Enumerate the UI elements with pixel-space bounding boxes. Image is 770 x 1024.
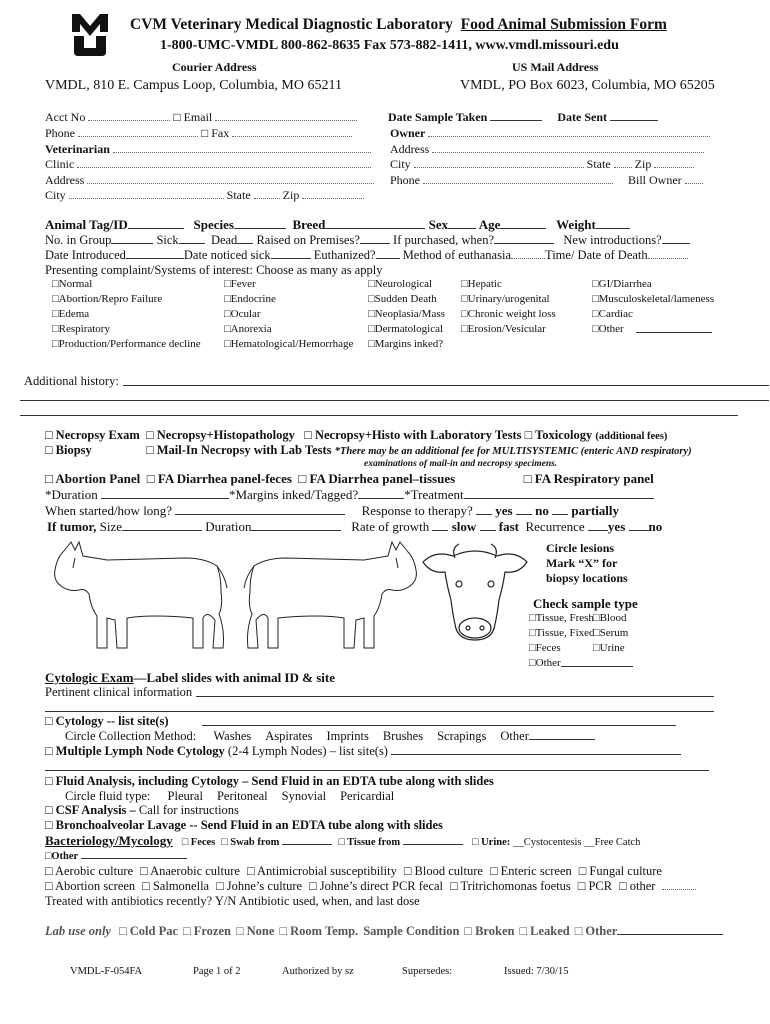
courier-label: Courier Address	[172, 60, 257, 74]
lab-use-option[interactable]: □ Cold Pac	[119, 924, 179, 938]
when-started-field[interactable]	[175, 505, 345, 515]
slow-option[interactable]: slow	[451, 519, 477, 534]
fluid-type-option[interactable]: Peritoneal	[216, 789, 268, 803]
response-no-option[interactable]: no	[535, 503, 549, 518]
csf-option[interactable]: □ CSF Analysis –	[45, 803, 136, 817]
toxicology-option[interactable]: □ Toxicology	[524, 428, 593, 442]
circle-lesions-text: Circle lesions	[546, 541, 615, 555]
necropsy-histo-option[interactable]: □ Necropsy+Histopathology	[146, 428, 295, 442]
collection-method-option[interactable]: Washes	[213, 729, 252, 743]
supersedes: Supersedes:	[402, 966, 453, 977]
system-option[interactable]: □Dermatological	[368, 323, 444, 335]
slow-field[interactable]	[432, 521, 448, 531]
client-city-row	[45, 188, 364, 203]
owner-state-field[interactable]	[614, 158, 632, 168]
sample-other-field[interactable]	[561, 657, 633, 667]
swab-option[interactable]: □ Swab from	[221, 837, 280, 848]
mailin-fee-note-2: examinations of mail-in and necropsy specimens.	[364, 459, 558, 469]
system-option[interactable]: □Hematological/Hemorrhage	[224, 338, 354, 350]
collection-other-field[interactable]	[529, 730, 595, 740]
response-label: Response to therapy?	[361, 503, 473, 518]
bact-other-test-field[interactable]	[662, 880, 696, 890]
necropsy-lab-option[interactable]: □ Necropsy+Histo with Laboratory Tests	[304, 428, 522, 442]
bal-option[interactable]: □ Bronchoalveolar Lavage -- Send Fluid in an EDTA tube along with slides	[45, 818, 443, 832]
pertinent-line-1[interactable]	[196, 696, 714, 697]
new-intro-field[interactable]	[662, 234, 690, 244]
method-label: Method of euthanasia	[402, 248, 511, 262]
no-in-group-label: No. in Group	[45, 233, 112, 247]
sample-type-option[interactable]: □Other	[529, 657, 561, 669]
collection-method-option[interactable]: Aspirates	[265, 729, 313, 743]
tests-row-2	[45, 443, 692, 458]
lab-use-option[interactable]: □ Frozen	[183, 924, 231, 938]
sample-type-option[interactable]: □Tissue, Fresh	[529, 612, 594, 624]
cytology-heading	[45, 670, 335, 686]
system-option[interactable]: □Respiratory	[52, 323, 110, 335]
started-row	[45, 503, 619, 519]
collection-method-label: Circle Collection Method:	[65, 729, 197, 743]
header-title-line	[130, 16, 667, 34]
euthanized-label: Euthanized?	[313, 248, 376, 262]
page-number: Page 1 of 2	[193, 966, 241, 977]
response-no-field[interactable]	[516, 505, 532, 515]
bact-test-option[interactable]: □ other	[619, 879, 656, 893]
csf-instructions: Call for instructions	[138, 803, 239, 817]
bact-other-row	[45, 849, 187, 862]
client-address-label: Address	[45, 173, 85, 187]
history-line-3[interactable]	[20, 415, 738, 416]
collection-method-row	[65, 729, 595, 744]
growth-label: Rate of growth	[351, 519, 430, 534]
dead-field[interactable]	[237, 234, 253, 244]
group-row	[45, 233, 690, 248]
raised-label: Raised on Premises?	[256, 233, 360, 247]
owner-state-label: State	[586, 157, 611, 171]
system-option[interactable]: □Ocular	[224, 308, 261, 320]
lab-use-label: Lab use only	[45, 924, 111, 938]
owner-address-label: Address	[390, 142, 430, 156]
raised-field[interactable]	[360, 234, 390, 244]
cytology-sites-label[interactable]: □ Cytology -- list site(s)	[45, 714, 169, 728]
client-address-field[interactable]	[87, 174, 374, 184]
time-death-field[interactable]	[648, 249, 688, 259]
system-option[interactable]: □Erosion/Vesicular	[461, 323, 546, 335]
presenting-label: Presenting complaint/Systems of interest: Choose as many as apply	[45, 263, 383, 277]
collection-method-option[interactable]: Scrapings	[437, 729, 487, 743]
species-field[interactable]	[234, 219, 286, 229]
method-field[interactable]	[511, 249, 545, 259]
system-option[interactable]: □Neoplasia/Mass	[368, 308, 445, 320]
tissue-field[interactable]	[403, 835, 463, 845]
system-option[interactable]: □Normal	[52, 278, 93, 290]
duration-label: *Duration	[45, 487, 98, 502]
owner-row	[390, 126, 710, 141]
system-option[interactable]: □Production/Performance decline	[52, 338, 201, 350]
owner-city-label: City	[390, 157, 411, 171]
lab-use-option[interactable]: □ Broken	[464, 924, 515, 938]
date-sample-taken-label: Date Sample Taken	[388, 110, 488, 124]
weight-label: Weight	[556, 217, 596, 232]
acct-no-label: Acct No	[45, 110, 86, 124]
lab-title: CVM Veterinary Medical Diagnostic Laboratory	[130, 16, 453, 33]
mail-address: VMDL, PO Box 6023, Columbia, MO 65205	[460, 78, 715, 93]
sex-field[interactable]	[448, 219, 476, 229]
client-city-field[interactable]	[69, 189, 224, 199]
form-title: Food Animal Submission Form	[460, 16, 667, 33]
fluid-type-label: Circle fluid type:	[65, 789, 151, 803]
lymph-node-detail: (2-4 Lymph Nodes) – list site(s)	[227, 744, 388, 758]
tumor-row	[47, 519, 662, 535]
bill-owner-label: Bill Owner	[628, 173, 682, 187]
vet-row	[45, 142, 371, 157]
history-label: Additional history:	[24, 374, 119, 388]
system-option[interactable]: □Endocrine	[224, 293, 276, 305]
system-option[interactable]: □Hepatic	[461, 278, 502, 290]
bact-other-option[interactable]: □Other	[45, 851, 78, 862]
species-label: Species	[193, 217, 234, 232]
collection-method-option[interactable]: Brushes	[382, 729, 424, 743]
issued-date: Issued: 7/30/15	[504, 966, 569, 977]
fast-field[interactable]	[480, 521, 496, 531]
response-yes-field[interactable]	[476, 505, 492, 515]
owner-zip-label: Zip	[634, 157, 652, 171]
cow-right-diagram[interactable]	[236, 536, 436, 670]
tests-row-1	[45, 428, 667, 443]
bacteriology-row	[45, 833, 640, 849]
mark-x-text: Mark “X” for	[546, 556, 618, 570]
fluid-type-row	[65, 789, 394, 804]
phone-label: Phone	[45, 126, 75, 140]
fa-feces-option[interactable]: □ FA Diarrhea panel-feces	[146, 471, 292, 486]
history-line-2[interactable]	[20, 400, 769, 401]
weight-field[interactable]	[596, 219, 630, 229]
date-introduced-label: Date Introduced	[45, 248, 126, 262]
sample-type-option[interactable]: □Feces	[529, 642, 561, 654]
date-noticed-field[interactable]	[271, 249, 311, 259]
system-option[interactable]: □Urinary/urogenital	[461, 293, 550, 305]
mailin-necropsy-option[interactable]: □ Mail-In Necropsy with Lab Tests	[146, 443, 332, 457]
email-field[interactable]	[215, 111, 357, 121]
animal-row	[45, 217, 630, 233]
date-sample-taken-field[interactable]	[490, 111, 542, 121]
client-zip-field[interactable]	[302, 189, 364, 199]
bact-test-option[interactable]: □ Johne’s direct PCR fecal	[309, 879, 444, 893]
owner-address-field[interactable]	[432, 143, 704, 153]
client-state-label: State	[226, 188, 251, 202]
sample-type-heading: Check sample type	[533, 596, 638, 611]
courier-address: VMDL, 810 E. Campus Loop, Columbia, MO 65211	[45, 78, 342, 93]
systems-grid	[52, 278, 732, 353]
owner-address-row	[390, 142, 704, 157]
antibiotics-question: Treated with antibiotics recently? Y/N Antibiotic used, when, and last dose	[45, 894, 420, 908]
bact-test-option[interactable]: □ Antimicrobial susceptibility	[246, 864, 397, 878]
lab-use-option[interactable]: Sample Condition	[363, 924, 460, 938]
fax-label: □ Fax	[201, 126, 230, 140]
client-state-field[interactable]	[254, 189, 280, 199]
lymph-node-field[interactable]	[391, 745, 681, 755]
bill-owner-field[interactable]	[685, 174, 703, 184]
fa-tissues-option[interactable]: □ FA Diarrhea panel–tissues	[298, 471, 456, 486]
system-option[interactable]: □Cardiac	[592, 308, 633, 320]
biopsy-locations-text: biopsy locations	[546, 571, 628, 585]
response-yes-option[interactable]: yes	[495, 503, 513, 518]
client-zip-label: Zip	[282, 188, 300, 202]
lab-use-option[interactable]: □ Other	[574, 924, 618, 938]
cow-head-diagram[interactable]	[415, 540, 535, 649]
tumor-duration-label: Duration	[205, 519, 252, 534]
animal-tag-label: Animal Tag/ID	[45, 217, 128, 232]
cow-left-diagram[interactable]	[35, 536, 235, 670]
age-field[interactable]	[500, 219, 546, 229]
acct-no-field[interactable]	[88, 111, 170, 121]
system-option[interactable]: □Edema	[52, 308, 90, 320]
feces-option[interactable]: □ Feces	[181, 837, 216, 848]
lymph-line-2[interactable]	[45, 770, 709, 771]
purchased-field[interactable]	[494, 234, 554, 244]
recurrence-label: Recurrence	[525, 519, 585, 534]
cytology-heading-rest: —Label slides with animal ID & site	[133, 670, 335, 685]
acct-row	[45, 110, 357, 125]
fluid-type-option[interactable]: Pleural	[167, 789, 203, 803]
system-option[interactable]: □Margins inked?	[368, 338, 444, 350]
swab-field[interactable]	[282, 835, 332, 845]
duration-field[interactable]	[101, 489, 229, 499]
size-field[interactable]	[122, 521, 202, 531]
euthanized-field[interactable]	[376, 249, 400, 259]
bact-tests-row-2	[45, 879, 696, 894]
owner-city-row	[390, 157, 694, 172]
if-tumor-label: If tumor,	[47, 519, 97, 534]
new-intro-label: New introductions?	[563, 233, 662, 247]
bact-tests-row-1	[45, 864, 669, 879]
date-sent-label: Date Sent	[557, 110, 608, 124]
margins-field[interactable]	[358, 489, 404, 499]
bact-test-option[interactable]: □ Anaerobic culture	[140, 864, 240, 878]
fa-respiratory-option[interactable]: □ FA Respiratory panel	[523, 471, 654, 486]
fax-field[interactable]	[232, 127, 352, 137]
date-sent-field[interactable]	[610, 111, 658, 121]
fluid-analysis-option[interactable]: □ Fluid Analysis, including Cytology – Send Fluid in an EDTA tube along with slides	[45, 774, 494, 788]
sex-label: Sex	[428, 217, 449, 232]
owner-phone-label: Phone	[390, 173, 420, 187]
bact-test-option[interactable]: □ Abortion screen	[45, 879, 136, 893]
margins-label: *Margins inked/Tagged?	[228, 487, 359, 502]
cytology-sites-line[interactable]	[202, 725, 676, 726]
csf-row	[45, 803, 239, 818]
system-option[interactable]: □Anorexia	[224, 323, 272, 335]
bact-test-option[interactable]: □ Salmonella	[142, 879, 210, 893]
bact-test-option[interactable]: □ PCR	[577, 879, 613, 893]
time-death-label: Time/ Date of Death	[545, 248, 648, 262]
lab-use-option[interactable]: □ Leaked	[519, 924, 570, 938]
breed-field[interactable]	[325, 219, 425, 229]
bact-test-option[interactable]: □ Enteric screen	[489, 864, 572, 878]
client-address-row	[45, 173, 374, 188]
owner-label: Owner	[390, 126, 426, 140]
when-started-label: When started/how long?	[45, 503, 173, 518]
owner-phone-row	[390, 173, 703, 188]
response-partial-option[interactable]: partially	[571, 503, 620, 518]
mail-label: US Mail Address	[512, 60, 599, 74]
tumor-duration-field[interactable]	[251, 521, 341, 531]
date-introduced-field[interactable]	[126, 249, 184, 259]
lymph-node-option[interactable]: □ Multiple Lymph Node Cytology	[45, 744, 225, 758]
sample-type-option[interactable]: □Urine	[593, 642, 625, 654]
system-option[interactable]: □Abortion/Repro Failure	[52, 293, 163, 305]
biopsy-option[interactable]: □ Biopsy	[45, 443, 92, 457]
mailin-fee-note: *There may be an additional fee for MULTISYSTEMIC (enteric AND respiratory)	[334, 446, 692, 457]
system-other-field[interactable]	[636, 323, 712, 333]
lab-use-row	[45, 924, 723, 939]
clinic-label: Clinic	[45, 157, 75, 171]
system-option[interactable]: □Musculoskeletal/lameness	[592, 293, 715, 305]
treatment-label: *Treatment	[404, 487, 464, 502]
breed-label: Breed	[292, 217, 326, 232]
pertinent-label: Pertinent clinical information	[45, 685, 193, 699]
client-city-label: City	[45, 188, 66, 202]
veterinarian-field[interactable]	[113, 143, 371, 153]
sample-type-option[interactable]: □Serum	[593, 627, 629, 639]
veterinarian-label: Veterinarian	[45, 142, 110, 156]
urine-option[interactable]: □ Urine:	[472, 837, 511, 848]
contact-line: 1-800-UMC-VMDL 800-862-8635 Fax 573-882-1411, www.vmdl.missouri.edu	[160, 38, 619, 53]
sample-type-option[interactable]: □Tissue, Fixed	[529, 627, 595, 639]
necropsy-exam-option[interactable]: □ Necropsy Exam	[45, 428, 140, 442]
treatment-field[interactable]	[464, 489, 654, 499]
urine-method: __Cystocentesis __Free Catch	[513, 837, 641, 848]
abortion-panel-option[interactable]: □ Abortion Panel	[45, 471, 141, 486]
system-option[interactable]: □GI/Diarrhea	[592, 278, 652, 290]
response-partial-field[interactable]	[552, 505, 568, 515]
bacteriology-heading: Bacteriology/Mycology	[45, 833, 173, 848]
clinic-field[interactable]	[77, 158, 371, 168]
size-label: Size	[99, 519, 122, 534]
form-id: VMDL-F-054FA	[70, 966, 143, 977]
fluid-type-option[interactable]: Pericardial	[340, 789, 395, 803]
system-option[interactable]: □Fever	[224, 278, 256, 290]
lab-use-option[interactable]: □ None	[235, 924, 275, 938]
collection-method-option[interactable]: Other	[500, 729, 529, 743]
sick-field[interactable]	[179, 234, 205, 244]
sick-label: Sick	[156, 233, 179, 247]
sample-type-option[interactable]: □Blood	[593, 612, 627, 624]
duration-row	[45, 487, 654, 503]
mu-logo	[70, 12, 110, 62]
clinic-row	[45, 157, 371, 172]
recurrence-yes-option[interactable]: yes	[607, 519, 626, 534]
fluid-type-option[interactable]: Synovial	[281, 789, 327, 803]
email-label: □ Email	[173, 110, 213, 124]
age-label: Age	[478, 217, 501, 232]
cytology-heading-title: Cytologic Exam	[45, 670, 134, 685]
no-in-group-field[interactable]	[111, 234, 153, 244]
system-option[interactable]: □Other	[592, 323, 624, 335]
owner-field[interactable]	[428, 127, 710, 137]
fast-option[interactable]: fast	[498, 519, 519, 534]
dead-label: Dead	[210, 233, 238, 247]
bact-test-option[interactable]: □ Johne’s culture	[216, 879, 303, 893]
authorized-by: Authorized by sz	[282, 966, 354, 977]
owner-phone-field[interactable]	[423, 174, 613, 184]
recurrence-no-field[interactable]	[629, 521, 649, 531]
bact-test-option[interactable]: □ Aerobic culture	[45, 864, 134, 878]
history-line-1[interactable]	[123, 385, 769, 386]
phone-row	[45, 126, 352, 141]
recurrence-no-option[interactable]: no	[648, 519, 663, 534]
bact-test-option[interactable]: □ Tritrichomonas foetus	[450, 879, 571, 893]
lab-use-other-field[interactable]	[617, 925, 723, 935]
additional-fees-note: (additional fees)	[595, 431, 668, 442]
phone-field[interactable]	[78, 127, 198, 137]
date-noticed-label: Date noticed sick	[183, 248, 271, 262]
panels-row	[45, 471, 654, 487]
pertinent-line-2[interactable]	[45, 711, 714, 712]
purchased-label: If purchased, when?	[393, 233, 495, 247]
owner-city-field[interactable]	[414, 158, 584, 168]
animal-tag-field[interactable]	[128, 219, 184, 229]
bact-test-option[interactable]: □ Fungal culture	[578, 864, 662, 878]
tissue-option[interactable]: □ Tissue from	[338, 837, 401, 848]
bact-other-field[interactable]	[81, 849, 187, 859]
recurrence-yes-field[interactable]	[588, 521, 608, 531]
intro-row	[45, 248, 688, 263]
lymph-row	[45, 744, 681, 759]
owner-zip-field[interactable]	[654, 158, 694, 168]
bact-test-option[interactable]: □ Blood culture	[403, 864, 483, 878]
system-option[interactable]: □Neurological	[368, 278, 433, 290]
system-option[interactable]: □Sudden Death	[368, 293, 437, 305]
system-option[interactable]: □Chronic weight loss	[461, 308, 556, 320]
date-row	[388, 110, 658, 125]
collection-method-option[interactable]: Imprints	[326, 729, 369, 743]
lab-use-option[interactable]: □ Room Temp.	[279, 924, 359, 938]
